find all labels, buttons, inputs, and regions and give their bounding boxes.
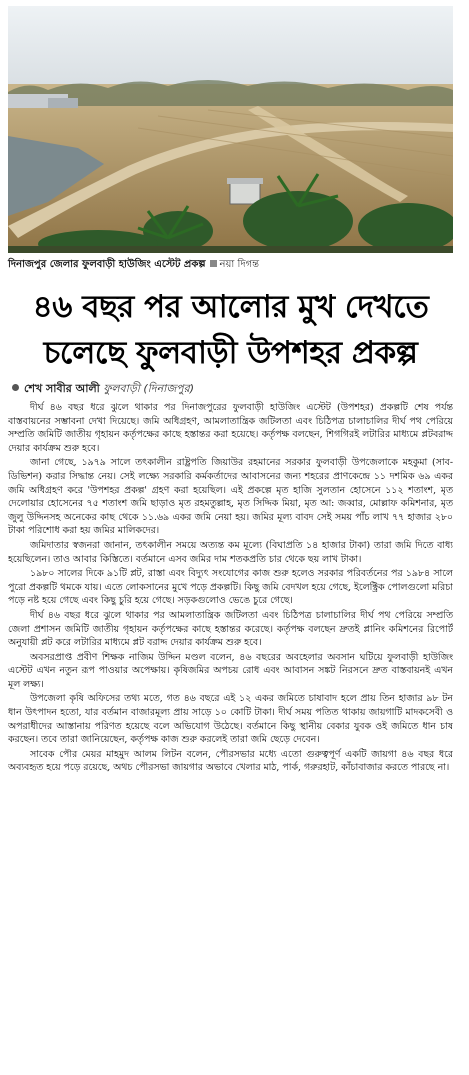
article-paragraph: জমিদাতার স্বজনরা জানান, তৎকালীন সময়ে অত্যন্ত কম মূল্যে (বিঘাপ্রতি ১৪ হাজার টাকা) তারা জমি দিতে বাধ্য হয়েছিলেন। তাও আবার কিস্তিতে। বর্তমানে এসব জমির দাম শতকপ্রতি চার থেকে ছয় লাখ টাকা। [8, 539, 453, 565]
caption-source: নয়া দিগন্ত [219, 259, 260, 270]
caption-text: দিনাজপুর জেলার ফুলবাড়ী হাউজিং এস্টেট প্রকল্প [8, 259, 206, 270]
article-paragraph: উপজেলা কৃষি অফিসের তথ্য মতে, গত ৪৬ বছরে এই ১২ একর জমিতে চাষাবাদ হলে প্রায় তিন হাজার ৯৮ টন ধান উৎপাদন হতো, যার বর্তমান বাজারমূল্য প্রায় সাড়ে ১০ কোটি টাকা। দীর্ঘ সময় পতিত থাকায় জায়গাটি মাদকসেবী ও অপরাধীদের আস্তানায় পরিণত হয়েছে বলে অভিযোগ উঠেছে। বর্তমানে কিছু স্থানীয় বেকার যুবক ওই জমিতে ধান চাষ করছেন। তবে তারা জানিয়েছেন, কর্তৃপক্ষ কাজ শুরু করলেই তারা জমি ছেড়ে দেবেন। [8, 693, 453, 746]
byline [12, 381, 453, 396]
photo-caption [8, 258, 453, 272]
author-name: শেখ সাবীর আলী [24, 382, 100, 395]
article-paragraph: সাবেক পৌর মেয়র মাহমুদ আলম লিটন বলেন, পৌরসভার মধ্যে এতো গুরুত্বপূর্ণ একটি জায়গা ৪৬ বছর ধরে অব্যবহৃত হয়ে পড়ে রয়েছে, অথচ পৌরসভা জায়গার অভাবে খেলার মাঠ, পার্ক, গরুরহাট, কাঁচাবাজার করতে পারছে না। [8, 748, 453, 774]
landscape-photo-icon [8, 6, 453, 253]
article-paragraph: জানা গেছে, ১৯৭৯ সালে তৎকালীন রাষ্ট্রপতি জিয়াউর রহমানের সরকার ফুলবাড়ী উপজেলাকে মহকুমা (সাব-ডিভিশন) করার সিদ্ধান্ত নেয়। সেই লক্ষ্যে সরকারি কর্মকর্তাদের আবাসনের জন্য শহরের প্রাণকেন্দ্রে ১১ দশমিক ৬৯ একর জমি অধিগ্রহণ করে 'উপশহর প্রকল্প' গ্রহণ করা হয়েছিল। এই প্রকল্পে মৃত হাজি সুলতান হোসেনে ১১২ শতাংশ, মৃত দেলোয়ার হোসেনের ৭৫ শতাংশ জমি ছাড়াও মৃত রহমতুল্লাহ, মৃত সিদ্দিক মিয়া, মৃত আ: জব্বার, মোল্লাফ কমিশনার, মৃত জুলু উদ্দিনসহ অনেকের কাছ থেকে ১১.৬৯ একর জমি নেয়া হয়। জমির মূল্য বাবদ সেই সময় পাঁচ লাখ ৭৭ হাজার ২৮০ টাকা পরিশোধ করা হয় জমির মালিকদের। [8, 457, 453, 537]
article-paragraph: দীর্ঘ ৪৬ বছর ধরে ঝুলে থাকার পর আমলাতান্ত্রিক জটিলতা এবং চিঠিপত্র চালাচালির দীর্ঘ পথ পেরিয়ে সম্প্রতি জেলা প্রশাসন জমিটি জাতীয় গৃহায়ন কর্তৃপক্ষের কাছে হস্তান্তর করেছে। কর্তৃপক্ষ বলছেন দ্রুতই প্লানিং কমিশনের রিপোর্ট অনুযায়ী প্লট করে লটারির মাধ্যমে প্লট বরাদ্দ দেয়ার কার্যক্রম শুরু হবে। [8, 609, 453, 649]
bullet-icon [12, 384, 19, 391]
author-location: ফুলবাড়ী (দিনাজপুর) [103, 382, 194, 395]
article-photo [8, 6, 453, 253]
headline [6, 284, 455, 376]
square-bullet-icon [210, 260, 217, 267]
article-body [8, 401, 453, 1069]
article-paragraph: ১৯৮০ সালের দিকে ৯১টি প্লট, রাস্তা এবং বিদ্যুৎ সংযোগের কাজ শুরু হলেও সরকার পরিবর্তনের পর ১৯৮৪ সালে পুরো প্রকল্পটি থমকে যায়। এতে লোকসানের মুখে পড়ে প্রকল্পটি। কিছু জমি বেদখল হয়ে গেছে, ইলেক্ট্রিক পোলগুলো মরিচা পড়ে নষ্ট হয়ে গেছে এবং কিছু চুরি হয়ে গেছে। সড়কগুলোও ভেঙে চুরে গেছে। [8, 568, 453, 607]
article-paragraph: অবসরপ্রাপ্ত প্রবীণ শিক্ষক নাজিম উদ্দিন মণ্ডল বলেন, ৪৬ বছরের অবহেলার অবসান ঘটিয়ে ফুলবাড়ী হাউজিং এস্টেট এখন নতুন রূপ পাওয়ার অপেক্ষায়। কৃষিজমির অপচয় রোধ এবং আবাসন সঙ্কট নিরসনে দ্রুত বাস্তবায়নই এখন মূল লক্ষ্য। [8, 651, 453, 690]
headline-line-2: চলেছে ফুলবাড়ী উপশহর প্রকল্প [43, 335, 418, 371]
headline-line-1: ৪৬ বছর পর আলোর মুখ দেখতে [32, 289, 429, 325]
article-paragraph: দীর্ঘ ৪৬ বছর ধরে ঝুলে থাকার পর দিনাজপুরের ফুলবাড়ী হাউজিং এস্টেট (উপশহর) প্রকল্পটি শেষ পর্যন্ত বাস্তবায়নের সম্ভাবনা দেখা দিয়েছে। জমি অধিগ্রহণ, আমলাতান্ত্রিক জটিলতা এবং চিঠিপত্র চালাচালির দীর্ঘ পথ পেরিয়ে সম্প্রতি জমিটি জাতীয় গৃহায়ন কর্তৃপক্ষের কাছে হস্তান্তর করা হয়েছে। কর্তৃপক্ষ বলছেন, শিগগিরই লটারির মাধ্যমে প্লটবরাদ্দ দেয়ার কার্যক্রম শুরু হবে। [8, 402, 453, 454]
